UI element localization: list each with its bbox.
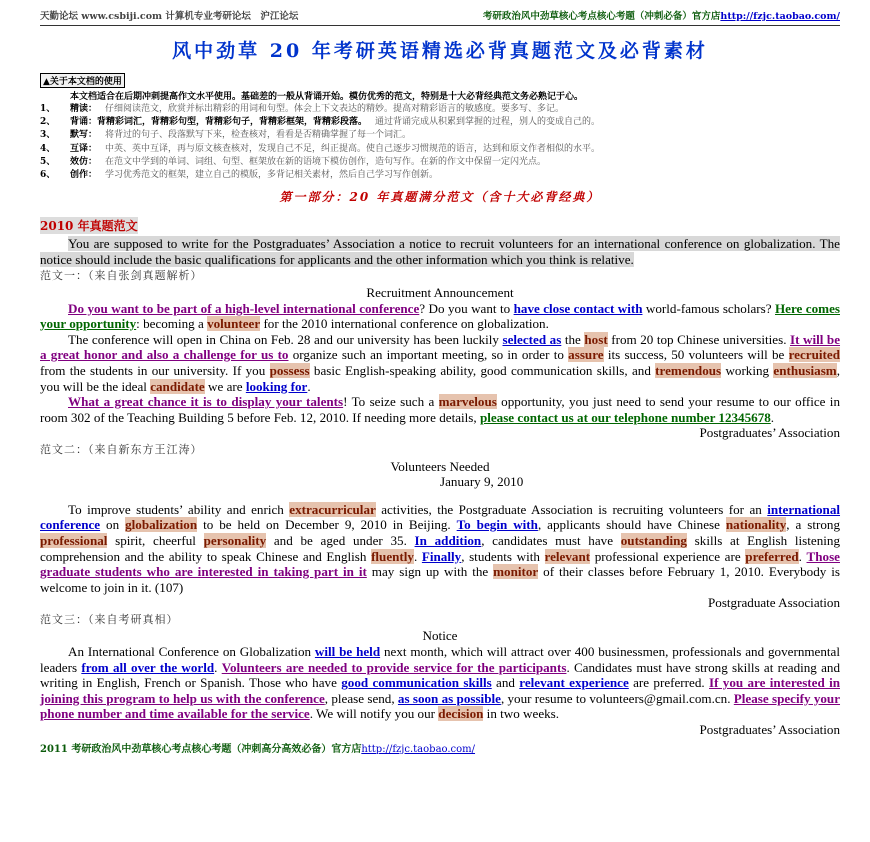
about-intro: 本文档适合在后期冲刺提高作文水平使用。基础差的一般从背诵开始。模仿优秀的范文，特别是十大必背经典范文务必熟记于心。 xyxy=(70,92,584,102)
header-left-text: 天勤论坛 www.csbiji.com 计算机专业考研论坛 沪江论坛 xyxy=(40,11,299,22)
essay-paragraph: Do you want to be part of a high-level international conference? Do you want to have close contact with world-famous scholars? Here comes your opportunity: becoming a volunteer for the 2010 international conference on globalization. xyxy=(40,300,840,332)
essay-paragraph: An International Conference on Globalization will be held next month, which will attract over 400 businessmen, professionals and governmental leaders from all over the world. Volunteers are needed to provide service for the participants. Candidates must have strong skills at reading and writing in English, French or Spanish. Those who have good communication skills and relevant experience are preferred. If you are interested in joining this program to help us with the conference, please send, as soon as possible, your resume to volunteers@gmail.com.cn. Please specify your phone number and time available for the service. We will notify you our decision in two weeks. xyxy=(40,644,841,722)
step-item: 2、 背诵：背精彩词汇，背精彩句型，背精彩句子，背精彩框架，背精彩段落。 通过背诵完成从积累到掌握的过程，别人的变成自己的。 xyxy=(40,117,601,128)
page-header xyxy=(40,8,840,26)
page-footer xyxy=(40,740,840,755)
essay-paragraph: To improve students’ ability and enrich extracurricular activities, the Postgraduate Association is recruiting volunteers for an international conference on globalization to be held on December 9, 2010 in Beijing. To begin with, applicants should have Chinese nationality, a strong professional spirit, cheerful personality and be aged under 35. In addition, candidates must have outstanding skills at English listening comprehension and the ability to speak Chinese and English fluently. Finally, students with relevant professional experience are preferred. Those graduate students who are interested in taking part in it may sign up with the monitor of their classes before February 1, 2010. Everybody is welcome to join in it. (107) xyxy=(40,501,841,595)
footer-text: 2011 考研政治风中劲草核心考点核心考题（冲刺高分高效必备）官方店 xyxy=(40,743,362,755)
header-shop-link[interactable]: http://fzjc.taobao.com/ xyxy=(720,11,840,22)
section-heading: 第一部分：20 年真题满分范文（含十大必背经典） xyxy=(279,190,601,205)
essay-paragraph: What a great chance it is to display your talents! To seize such a marvelous opportunity, you just need to send your resume to our office in room 302 of the Teaching Building 5 before Feb. 12, 2010. If needing more details, please contact us at our telephone number 12345678. xyxy=(40,394,840,425)
exam-prompt: You are supposed to write for the Postgraduates’ Association a notice to recruit volunteers for an international conference on globalization. The notice should include the basic qualifications for applicants and the other information which you think is relative. xyxy=(40,236,840,267)
essay-signature: Postgraduate Association xyxy=(707,595,840,611)
step-item: 4、 互译： 中英、英中互译，再与原文核查核对，发现自己不足，纠正提高。使自己逐步习惯规范的语言，达到和原文作者相似的水平。 xyxy=(40,143,601,154)
essay-paragraph: The conference will open in China on Feb. 28 and our university has been luckily selected as the host from 20 top Chinese universities. It will be a great honor and also a challenge for us to organize such an important meeting, so in order to assure its success, 50 volunteers will be recruited from the students in our university. If you possess basic English-speaking ability, good communication skills, and tremendous working enthusiasm, you will be the ideal candidate we are looking for. xyxy=(40,331,841,394)
step-item: 3、 默写： 将背过的句子、段落默写下来，检查核对，看看是否精确掌握了每一个词汇。 xyxy=(40,130,412,141)
header-right xyxy=(483,8,840,22)
essay-title: Notice xyxy=(422,628,458,644)
about-label: ▲关于本文档的使用 xyxy=(40,73,125,88)
model-essay-2-label: 范文二：（来自新东方王江涛） xyxy=(40,442,203,456)
step-item: 6、 创作： 学习优秀范文的框架，建立自己的模版，多背记相关素材，然后自己学习写作创新。 xyxy=(40,170,439,181)
study-steps xyxy=(40,103,840,182)
footer-shop-link[interactable]: http://fzjc.taobao.com/ xyxy=(361,743,476,755)
step-item: 5、 效仿： 在范文中学到的单词、词组、句型、框架放在新的语境下模仿创作，造句写作。在新的作文中保留一定闪光点。 xyxy=(40,156,547,167)
model-essay-3-label: 范文三：（来自考研真相） xyxy=(40,612,179,626)
model-essay-1-label: 范文一：（来自张剑真题解析） xyxy=(40,269,203,283)
essay-title: Recruitment Announcement xyxy=(366,285,514,300)
step-item: 1、 精读： 仔细阅读范文，欣赏并标出精彩的用词和句型。体会上下文表达的精妙。提高对精彩语言的敏感度。要多写、多记。 xyxy=(40,104,565,114)
document-page xyxy=(40,8,840,755)
essay-signature: Postgraduates’ Association xyxy=(699,722,840,738)
essay-signature: Postgraduates’ Association xyxy=(699,425,840,441)
essay-date: January 9, 2010 xyxy=(440,474,524,490)
essay-body xyxy=(40,236,840,737)
document-title: 风中劲草 20 年考研英语精选必背真题范文及必背素材 xyxy=(172,40,708,62)
essay-title: Volunteers Needed xyxy=(390,458,490,474)
year-label: 2010 年真题范文 xyxy=(40,219,138,234)
header-right-text: 考研政治风中劲草核心考点核心考题（冲刺必备）官方店 xyxy=(482,11,721,22)
